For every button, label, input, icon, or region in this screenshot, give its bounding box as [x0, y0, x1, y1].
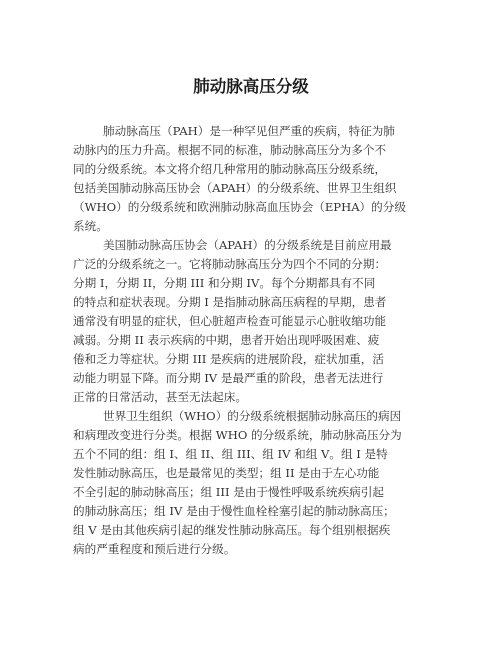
paragraph-2-line: 分期 I，分期 II，分期 III 和分期 IV。每个分期都具有不同: [73, 276, 376, 290]
paragraph-2-line: 减弱。分期 II 表示疾病的中期，患者开始出现呼吸困难、疲: [73, 333, 380, 347]
paragraph-2-line: 的特点和症状表现。分期 I 是指肺动脉高压病程的早期，患者: [73, 295, 387, 309]
paragraph-1-line: （WHO）的分级系统和欧洲肺动脉高血压协会（EPHA）的分级: [73, 200, 406, 214]
paragraph-2-line: 正常的日常活动，甚至无法起床。: [73, 390, 247, 404]
paragraph-3-line: 和病理改变进行分类。根据 WHO 的分级系统，肺动脉高压分为: [73, 428, 402, 442]
paragraph-2-line: 倦和乏力等症状。分期 III 是疾病的进展阶段，症状加重，活: [73, 352, 384, 366]
paragraph-3-line: 发性肺动脉高压，也是最常见的类型；组 II 是由于左心功能: [73, 466, 380, 480]
paragraph-2-line: 美国肺动脉高压协会（APAH）的分级系统是目前应用最: [103, 238, 392, 252]
paragraph-1-line: 肺动脉高压（PAH）是一种罕见但严重的疾病，特征为肺: [103, 124, 395, 138]
paragraph-1-line: 系统。: [73, 219, 108, 233]
paragraph-3-line: 不全引起的肺动脉高压；组 III 是由于慢性呼吸系统疾病引起: [73, 485, 384, 499]
paragraph-2-line: 动能力明显下降。而分期 IV 是最严重的阶段，患者无法进行: [73, 371, 384, 385]
paragraph-2-line: 广泛的分级系统之一。它将肺动脉高压分为四个不同的分期：: [73, 257, 387, 271]
paragraph-1-line: 同的分级系统。本文将介绍几种常用的肺动脉高压分级系统，: [73, 162, 387, 176]
paragraph-1-line: 包括美国肺动脉高压协会（APAH）的分级系统、世界卫生组织: [73, 181, 397, 195]
paragraph-1-line: 动脉内的压力升高。根据不同的标准，肺动脉高压分为多个不: [73, 143, 387, 157]
paragraph-3-line: 病的严重程度和预后进行分级。: [73, 542, 236, 556]
document-body: [73, 122, 433, 559]
paragraph-3-line: 的肺动脉高压；组 IV 是由于慢性血栓栓塞引起的肺动脉高压；: [73, 504, 395, 518]
document-title: 肺动脉高压分级: [193, 77, 309, 96]
paragraph-3-line: 世界卫生组织（WHO）的分级系统根据肺动脉高压的病因: [103, 409, 402, 423]
paragraph-3-line: 组 V 是由其他疾病引起的继发性肺动脉高压。每个组别根据疾: [73, 523, 391, 537]
paragraph-3-line: 五个不同的组：组 I、组 II、组 III、组 IV 和组 V。组 I 是特: [73, 447, 388, 461]
paragraph-2-line: 通常没有明显的症状，但心脏超声检查可能显示心脏收缩功能: [73, 314, 387, 328]
